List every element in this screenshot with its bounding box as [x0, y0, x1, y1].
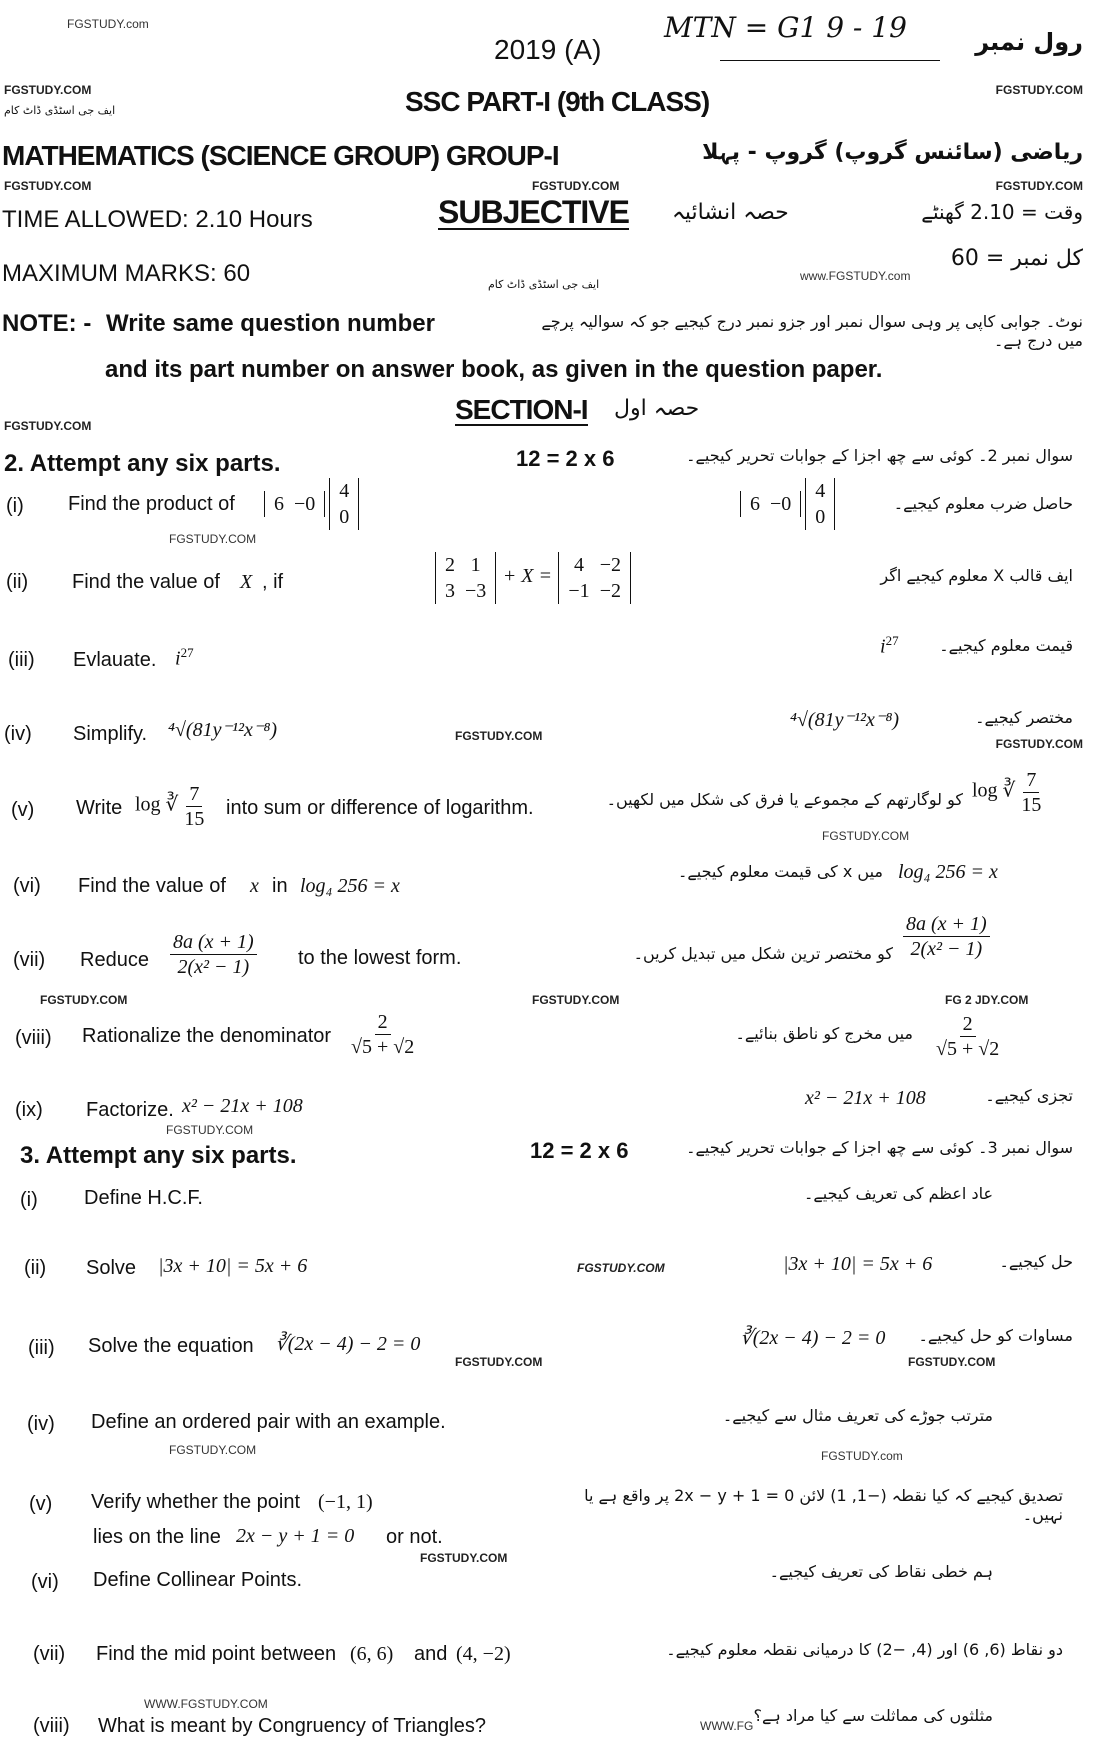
log-expression: log ∛ $\frac{7}{15}$: [135, 783, 205, 830]
watermark: FGSTUDY.COM: [4, 419, 92, 433]
part-urdu: قیمت معلوم کیجیے۔: [939, 636, 1073, 655]
part-urdu: ایف قالب X معلوم کیجیے اگر: [880, 566, 1073, 585]
part-text-suffix: , if: [262, 571, 284, 593]
part-number: (vi): [31, 1571, 59, 1593]
watermark: FGSTUDY.COM: [455, 729, 543, 743]
part-number: (viii): [15, 1027, 52, 1049]
line-equation: 2x − y + 1 = 0: [236, 1525, 355, 1547]
radical-fraction-urdu-side: $\frac{2}{√5 + √2}$: [936, 1013, 1000, 1060]
q2-title-urdu: سوال نمبر 2۔ کوئی سے چھ اجزا کے جوابات تحریر کیجیے۔: [686, 446, 1073, 465]
part-text: Factorize.: [86, 1099, 174, 1121]
matrix-equation: 2 3 1 −3 + X = 4 −1 −2 −2: [433, 552, 633, 604]
variable: X: [240, 571, 253, 593]
part-text: Simplify.: [73, 723, 148, 745]
part-number: (vii): [13, 949, 46, 971]
and-text: and: [414, 1643, 448, 1665]
radical-expression: ⁴√(81y⁻¹²x⁻⁸): [168, 719, 278, 741]
part-text: Define Collinear Points.: [93, 1569, 302, 1591]
part-urdu: تصدیق کیجیے کہ کیا نقطہ (−1, 1) لائن 2x − y + 1 = 0 پر واقع ہے یا نہیں۔: [584, 1486, 1063, 1525]
polynomial: x² − 21x + 108: [182, 1095, 303, 1117]
q3-marks: 12 = 2 x 6: [530, 1138, 629, 1163]
note-line-2: and its part number on answer book, as given in the question paper.: [105, 356, 883, 383]
absolute-equation: |3x + 10| = 5x + 6: [158, 1255, 308, 1277]
part-urdu: عاد اعظم کی تعریف کیجیے۔: [804, 1184, 993, 1203]
q3-title-urdu: سوال نمبر 3۔ کوئی سے چھ اجزا کے جوابات تحریر کیجیے۔: [686, 1138, 1073, 1157]
part-number: (ii): [6, 571, 29, 593]
part-text: Solve: [86, 1257, 137, 1279]
log-expression-urdu-side: log ∛ $\frac{7}{15}$: [972, 769, 1042, 816]
point-b: (4, −2): [456, 1643, 511, 1665]
part-text: Reduce: [80, 949, 149, 971]
time-allowed: TIME ALLOWED: 2.10 Hours: [2, 206, 313, 233]
part-number: (iv): [4, 723, 32, 745]
watermark: FGSTUDY.COM: [4, 83, 92, 97]
part-urdu: مثلثوں کی مماثلت سے کیا مراد ہے؟: [753, 1706, 993, 1725]
q3-title: 3. Attempt any six parts.: [20, 1142, 297, 1169]
part-text: Evlauate.: [73, 649, 157, 671]
part-urdu: دو نقاط (6, 6) اور (4, −2) کا درمیانی نقطہ معلوم کیجیے۔: [666, 1640, 1063, 1659]
watermark: FGSTUDY.COM: [455, 1355, 543, 1369]
watermark: FGSTUDY.com: [821, 1449, 903, 1463]
log-equation: log₄ 256 = x: [300, 875, 400, 897]
section-title: SECTION-I: [455, 394, 588, 425]
note-line-1: Write same question number: [106, 310, 435, 337]
watermark: WWW.FGSTUDY.COM: [144, 1697, 268, 1711]
part-text-tail: to the lowest form.: [298, 947, 462, 969]
matrix-product-urdu-side: 6 −0 4 0: [738, 478, 837, 530]
exam-year: 2019 (A): [494, 34, 602, 65]
part-number: (i): [20, 1189, 38, 1211]
watermark: FGSTUDY.COM: [169, 1443, 257, 1457]
roll-number-line: [720, 60, 940, 61]
part-urdu: تجزی کیجیے۔: [985, 1086, 1073, 1105]
watermark: FGSTUDY.COM: [420, 1551, 508, 1565]
part-urdu: حاصل ضرب معلوم کیجیے۔: [893, 494, 1073, 513]
subject-title-urdu: ریاضی (سائنس گروپ) گروپ - پہلا: [702, 140, 1083, 165]
part-number: (ix): [15, 1099, 43, 1121]
variable: x: [250, 875, 259, 897]
maximum-marks-urdu: کل نمبر = 60: [950, 246, 1083, 271]
part-text: Find the value of: [72, 571, 220, 593]
part-text: Find the value of: [78, 875, 226, 897]
watermark: www.FGSTUDY.com: [800, 269, 911, 283]
radical-fraction: $\frac{2}{√5 + √2}$: [351, 1011, 415, 1058]
part-text-tail: into sum or difference of logarithm.: [226, 797, 534, 819]
part-urdu: مختصر کیجیے۔: [975, 708, 1073, 727]
paper-type: SUBJECTIVE: [438, 194, 629, 230]
log-equation-urdu-side: log₄ 256 = x: [898, 861, 998, 883]
part-number: (iii): [8, 649, 35, 671]
part-number: (vii): [33, 1643, 66, 1665]
paper-type-urdu: حصہ انشائیہ: [672, 200, 789, 225]
part-text: Define H.C.F.: [84, 1187, 203, 1209]
watermark: FGSTUDY.COM: [169, 532, 257, 546]
class-title: SSC PART-I (9th CLASS): [405, 86, 710, 117]
radical-equation: ∛(2x − 4) − 2 = 0: [275, 1333, 421, 1355]
subject-title: MATHEMATICS (SCIENCE GROUP) GROUP-I: [2, 140, 559, 171]
watermark: FGSTUDY.COM: [4, 179, 92, 193]
part-text: Find the mid point between: [96, 1643, 337, 1665]
watermark: FGSTUDY.COM: [822, 829, 910, 843]
radical-expression-urdu-side: ⁴√(81y⁻¹²x⁻⁸): [790, 709, 900, 731]
part-number: (i): [6, 495, 24, 517]
watermark: FGSTUDY.COM: [532, 179, 620, 193]
part-text-in: in: [272, 875, 288, 897]
watermark: ایف جی اسٹڈی ڈاٹ کام: [488, 278, 600, 291]
part-number: (vi): [13, 875, 41, 897]
part-urdu: حل کیجیے۔: [999, 1252, 1073, 1271]
watermark: ایف جی اسٹڈی ڈاٹ کام: [4, 104, 116, 117]
q2-marks: 12 = 2 x 6: [516, 446, 615, 471]
power-expression: $i^{27}$: [175, 645, 194, 670]
rational-expression-urdu-side: $\frac{8a (x + 1)}{\text{2(x² − 1)}}$: [900, 912, 993, 961]
part-urdu: میں مخرج کو ناطق بنائیے۔: [735, 1024, 913, 1043]
part-number: (viii): [33, 1715, 70, 1737]
part-number: (iv): [27, 1413, 55, 1435]
watermark: FGSTUDY.COM: [40, 993, 128, 1007]
part-urdu: کو لوگارتھم کے مجموعے یا فرق کی شکل میں لکھیں۔: [606, 790, 963, 809]
time-allowed-urdu: وقت = 2.10 گھنٹے: [921, 200, 1083, 224]
part-text: What is meant by Congruency of Triangles?: [98, 1715, 486, 1737]
watermark: FG 2 JDY.COM: [945, 993, 1029, 1007]
power-expression-urdu-side: $i^{27}$: [880, 633, 899, 658]
roll-number-label: رول نمبر: [975, 28, 1083, 56]
part-urdu: کو مختصر ترین شکل میں تبدیل کریں۔: [633, 944, 893, 963]
watermark: FGSTUDY.COM: [995, 737, 1083, 751]
watermark: FGSTUDY.COM: [908, 1355, 996, 1369]
part-number: (v): [29, 1493, 53, 1515]
part-urdu: مساوات کو حل کیجیے۔: [918, 1326, 1073, 1345]
absolute-equation-urdu-side: |3x + 10| = 5x + 6: [783, 1253, 933, 1275]
radical-equation-urdu-side: ∛(2x − 4) − 2 = 0: [740, 1327, 886, 1349]
maximum-marks: MAXIMUM MARKS: 60: [2, 260, 251, 287]
watermark: FGSTUDY.com: [67, 17, 149, 31]
part-text: Find the product of: [68, 493, 235, 515]
part-urdu: مترتب جوڑے کی تعریف مثال سے کیجیے۔: [722, 1406, 993, 1425]
watermark: FGSTUDY.COM: [995, 83, 1083, 97]
rational-expression: $\frac{8a (x + 1)}{\text{2(x² − 1)}}$: [167, 930, 260, 979]
part-text: Solve the equation: [88, 1335, 254, 1357]
part-urdu: ہم خطی نقاط کی تعریف کیجیے۔: [769, 1562, 993, 1581]
part-urdu: میں x کی قیمت معلوم کیجیے۔: [678, 862, 883, 881]
part-text: Verify whether the point: [91, 1491, 301, 1513]
point-a: (6, 6): [350, 1643, 394, 1665]
q2-title: 2. Attempt any six parts.: [4, 450, 281, 477]
note-label: NOTE: -: [2, 310, 92, 337]
watermark: WWW.FG: [700, 1719, 754, 1733]
part-number: (ii): [24, 1257, 47, 1279]
part-text-tail: or not.: [386, 1526, 443, 1548]
part-text: Write: [76, 797, 123, 819]
point-coordinates: (−1, 1): [318, 1491, 373, 1513]
part-text-line2: lies on the line: [93, 1526, 221, 1548]
part-number: (iii): [28, 1337, 55, 1359]
watermark: FGSTUDY.COM: [166, 1123, 254, 1137]
section-title-urdu: حصہ اول: [614, 396, 700, 421]
watermark: FGSTUDY.COM: [995, 179, 1083, 193]
note-urdu: نوٹ۔ جوابی کاپی پر وہی سوال نمبر اور جزو نمبر درج کیجیے جو کہ سوالیہ پرچے میں درج ہے۔: [541, 312, 1083, 351]
watermark: FGSTUDY.COM: [532, 993, 620, 1007]
handwritten-roll-number: MTN = G1 9 - 19: [664, 11, 907, 44]
polynomial-urdu-side: x² − 21x + 108: [805, 1087, 926, 1109]
part-text: Rationalize the denominator: [82, 1025, 332, 1047]
part-text: Define an ordered pair with an example.: [91, 1411, 446, 1433]
matrix-product: 6 −0 4 0: [262, 478, 361, 530]
watermark: FGSTUDY.COM: [577, 1261, 665, 1275]
part-number: (v): [11, 799, 35, 821]
